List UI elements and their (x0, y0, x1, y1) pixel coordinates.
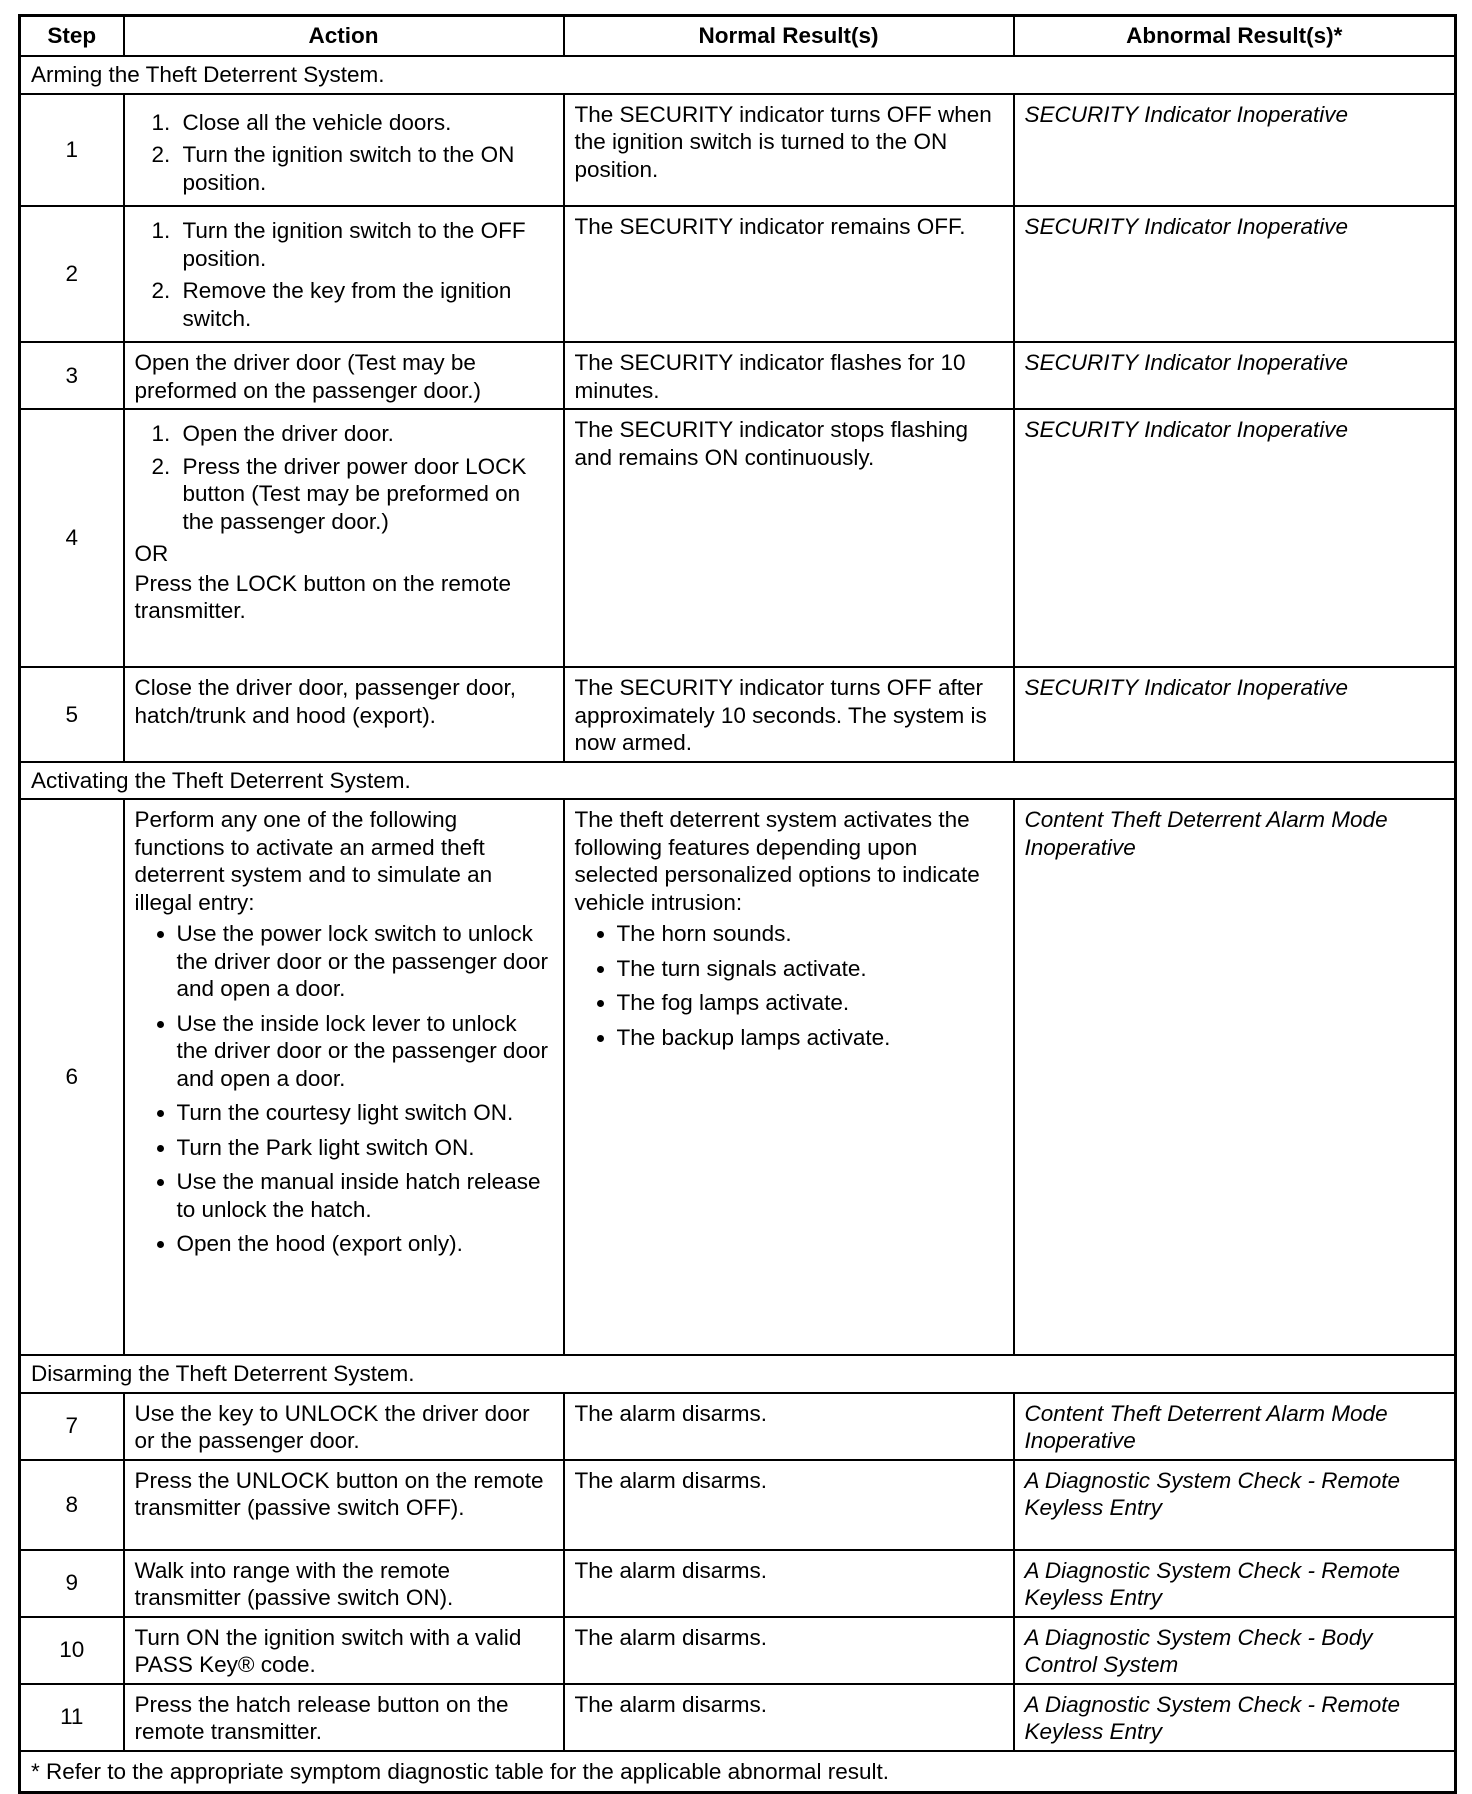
step-number: 9 (20, 1550, 124, 1617)
footnote-row (20, 1751, 1456, 1793)
step-number: 10 (20, 1617, 124, 1684)
step-number: 6 (20, 799, 124, 1355)
action-list (135, 109, 553, 197)
table-row (20, 1684, 1456, 1751)
normal-result-cell: The alarm disarms. (564, 1617, 1014, 1684)
header-normal-result: Normal Result(s) (564, 16, 1014, 57)
action-cell: Press the hatch release button on the remote transmitter. (124, 1684, 564, 1751)
normal-result-cell: The alarm disarms. (564, 1550, 1014, 1617)
action-alternative: Press the LOCK button on the remote transmitter. (134, 570, 511, 623)
action-cell (124, 94, 564, 207)
action-bullet: • Use the power lock switch to unlock the driver door or the passenger door and open a door. (177, 920, 553, 1003)
table-row (20, 409, 1456, 667)
abnormal-result-cell: SECURITY Indicator Inoperative (1014, 206, 1456, 342)
normal-result-cell: The SECURITY indicator remains OFF. (564, 206, 1014, 342)
section-row-arming (20, 56, 1456, 94)
table-row (20, 799, 1456, 1355)
action-cell (124, 799, 564, 1355)
action-or: OR (134, 541, 169, 566)
normal-result-cell: The alarm disarms. (564, 1684, 1014, 1751)
table-row (20, 1550, 1456, 1617)
table-row (20, 206, 1456, 342)
action-item: 1. Open the driver door. (177, 420, 553, 448)
footnote: * Refer to the appropriate symptom diagnostic table for the applicable abnormal result. (20, 1751, 1456, 1793)
header-abnormal-result: Abnormal Result(s)* (1014, 16, 1456, 57)
step-number: 5 (20, 667, 124, 762)
header-action: Action (124, 16, 564, 57)
abnormal-result-cell: Content Theft Deterrent Alarm Mode Inoperative (1014, 1393, 1456, 1460)
action-item: 1. Turn the ignition switch to the OFF position. (177, 217, 553, 272)
action-bullet: • Open the hood (export only). (177, 1230, 553, 1258)
table-row (20, 94, 1456, 207)
action-cell (124, 206, 564, 342)
section-title-disarming: Disarming the Theft Deterrent System. (20, 1355, 1456, 1393)
abnormal-result-cell: A Diagnostic System Check - Remote Keyless Entry (1014, 1684, 1456, 1751)
section-row-disarming (20, 1355, 1456, 1393)
action-intro: Perform any one of the following functions to activate an armed theft deterrent system and to simulate an illegal entry: (134, 807, 493, 915)
action-item: 2. Remove the key from the ignition switch. (177, 277, 553, 332)
action-item: 2. Turn the ignition switch to the ON position. (177, 141, 553, 196)
action-list (135, 420, 553, 535)
table-row (20, 1393, 1456, 1460)
normal-result-cell: The alarm disarms. (564, 1460, 1014, 1550)
header-step: Step (20, 16, 124, 57)
step-number: 2 (20, 206, 124, 342)
abnormal-result-cell: SECURITY Indicator Inoperative (1014, 409, 1456, 667)
normal-result-cell: The SECURITY indicator turns OFF when the ignition switch is turned to the ON position. (564, 94, 1014, 207)
normal-result-cell: The SECURITY indicator turns OFF after approximately 10 seconds. The system is now armed. (564, 667, 1014, 762)
header-row (20, 16, 1456, 57)
normal-bullet: • The fog lamps activate. (617, 989, 1003, 1017)
step-number: 7 (20, 1393, 124, 1460)
action-item: 2. Press the driver power door LOCK button (Test may be preformed on the passenger door.) (177, 453, 553, 536)
action-bullet: • Turn the Park light switch ON. (177, 1134, 553, 1162)
action-cell: Use the key to UNLOCK the driver door or the passenger door. (124, 1393, 564, 1460)
step-number: 3 (20, 342, 124, 409)
action-bullet: • Use the manual inside hatch release to unlock the hatch. (177, 1168, 553, 1223)
normal-result-cell (564, 799, 1014, 1355)
section-title-arming: Arming the Theft Deterrent System. (20, 56, 1456, 94)
abnormal-result-cell: A Diagnostic System Check - Remote Keyless Entry (1014, 1550, 1456, 1617)
normal-intro: The theft deterrent system activates the following features depending upon selected personalized options to indicate vehicle intrusion: (574, 807, 980, 915)
abnormal-result-cell: A Diagnostic System Check - Body Control System (1014, 1617, 1456, 1684)
diagnostic-document (18, 14, 1454, 1785)
table-row (20, 342, 1456, 409)
action-cell (124, 409, 564, 667)
table-row (20, 667, 1456, 762)
action-bullet: • Turn the courtesy light switch ON. (177, 1099, 553, 1127)
action-cell: Close the driver door, passenger door, hatch/trunk and hood (export). (124, 667, 564, 762)
abnormal-result-cell: A Diagnostic System Check - Remote Keyless Entry (1014, 1460, 1456, 1550)
normal-result-cell: The SECURITY indicator stops flashing and remains ON continuously. (564, 409, 1014, 667)
action-bullet: • Use the inside lock lever to unlock the driver door or the passenger door and open a door. (177, 1010, 553, 1093)
table-row (20, 1460, 1456, 1550)
abnormal-result-cell: SECURITY Indicator Inoperative (1014, 342, 1456, 409)
action-item: 1. Close all the vehicle doors. (177, 109, 553, 137)
abnormal-result-cell: Content Theft Deterrent Alarm Mode Inoperative (1014, 799, 1456, 1355)
action-cell: Turn ON the ignition switch with a valid PASS Key® code. (124, 1617, 564, 1684)
section-row-activating (20, 762, 1456, 800)
action-cell: Press the UNLOCK button on the remote transmitter (passive switch OFF). (124, 1460, 564, 1550)
step-number: 11 (20, 1684, 124, 1751)
action-cell: Walk into range with the remote transmitter (passive switch ON). (124, 1550, 564, 1617)
action-cell: Open the driver door (Test may be preformed on the passenger door.) (124, 342, 564, 409)
action-list (135, 217, 553, 332)
step-number: 1 (20, 94, 124, 207)
action-bullet-list (135, 920, 553, 1258)
normal-result-cell: The alarm disarms. (564, 1393, 1014, 1460)
step-number: 4 (20, 409, 124, 667)
normal-result-cell: The SECURITY indicator flashes for 10 minutes. (564, 342, 1014, 409)
normal-bullet: • The horn sounds. (617, 920, 1003, 948)
table-row (20, 1617, 1456, 1684)
normal-bullet-list (575, 920, 1003, 1051)
step-number: 8 (20, 1460, 124, 1550)
abnormal-result-cell: SECURITY Indicator Inoperative (1014, 94, 1456, 207)
normal-bullet: • The turn signals activate. (617, 955, 1003, 983)
section-title-activating: Activating the Theft Deterrent System. (20, 762, 1456, 800)
normal-bullet: • The backup lamps activate. (617, 1024, 1003, 1052)
theft-deterrent-test-table (18, 14, 1457, 1794)
abnormal-result-cell: SECURITY Indicator Inoperative (1014, 667, 1456, 762)
